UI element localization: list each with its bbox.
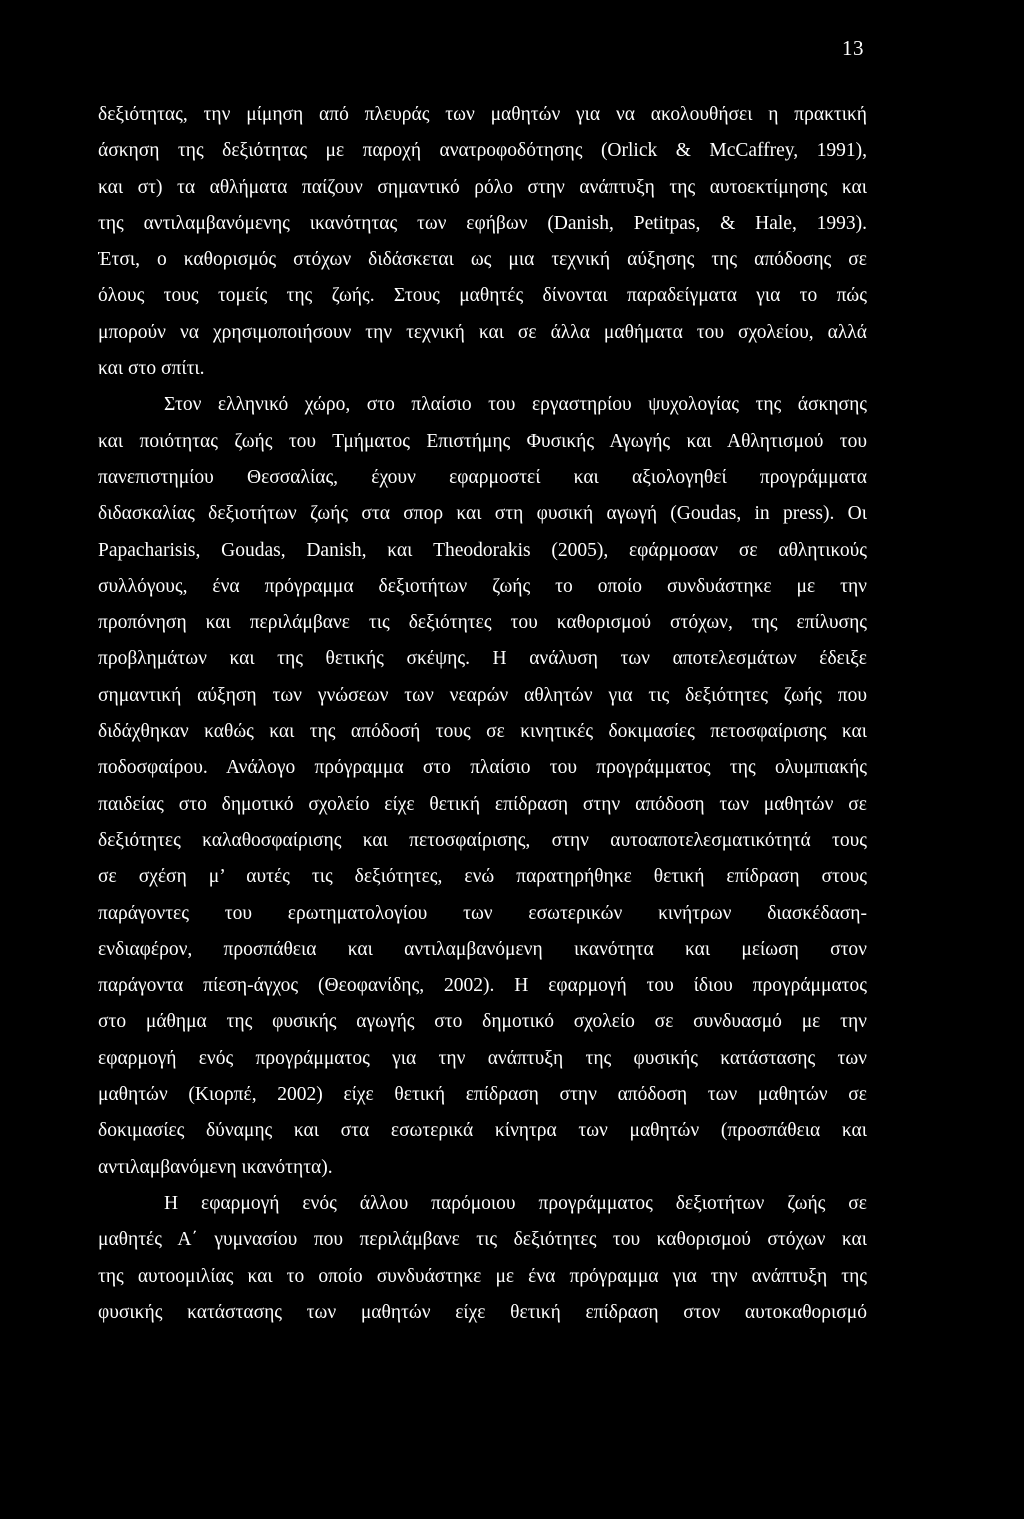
body-text xyxy=(98,97,867,1331)
text-line: πανεπιστημίου Θεσσαλίας, έχουν εφαρμοστεί και αξιολογηθεί προγράμματα xyxy=(98,466,867,488)
text-line: δεξιότητες καλαθοσφαίρισης και πετοσφαίρισης, στην αυτοαποτελεσματικότητά τους xyxy=(98,829,867,851)
text-line: ενδιαφέρον, προσπάθεια και αντιλαμβανόμενη ικανότητα και μείωση στον xyxy=(98,938,867,960)
text-line: ποδοσφαίρου. Ανάλογο πρόγραμμα στο πλαίσιο του προγράμματος της ολυμπιακής xyxy=(98,757,867,779)
text-line: φυσικής κατάστασης των μαθητών είχε θετική επίδραση στον αυτοκαθορισμό xyxy=(98,1301,867,1323)
text-line: Η εφαρμογή ενός άλλου παρόμοιου προγράμματος δεξιοτήτων ζωής σε xyxy=(164,1192,867,1214)
text-line: αντιλαμβανόμενη ικανότητα). xyxy=(98,1156,333,1178)
text-line: μαθητών (Κιορπέ, 2002) είχε θετική επίδραση στην απόδοση των μαθητών σε xyxy=(98,1084,867,1106)
paragraph xyxy=(98,1186,867,1331)
text-line: παράγοντες του ερωτηματολογίου των εσωτερικών κινήτρων διασκέδαση- xyxy=(98,902,867,924)
text-line: και ποιότητας ζωής του Τμήματος Επιστήμης Φυσικής Αγωγής και Αθλητισμού του xyxy=(98,430,867,452)
text-line: Έτσι, ο καθορισμός στόχων διδάσκεται ως μια τεχνική αύξησης της απόδοσης σε xyxy=(98,249,867,271)
text-line: συλλόγους, ένα πρόγραμμα δεξιοτήτων ζωής το οποίο συνδυάστηκε με την xyxy=(98,575,867,597)
text-line: διδασκαλίας δεξιοτήτων ζωής στα σπορ και στη φυσική αγωγή (Goudas, in press). Οι xyxy=(98,503,867,525)
text-line: διδάχθηκαν καθώς και της απόδοσή τους σε κινητικές δοκιμασίες πετοσφαίρισης και xyxy=(98,721,867,743)
text-line: της αυτοομιλίας και το οποίο συνδυάστηκε με ένα πρόγραμμα για την ανάπτυξη της xyxy=(98,1265,867,1287)
page-number: 13 xyxy=(842,36,864,60)
text-line: Στον ελληνικό χώρο, στο πλαίσιο του εργαστηρίου ψυχολογίας της άσκησης xyxy=(164,394,867,416)
paragraph xyxy=(98,387,867,1186)
text-line: της αντιλαμβανόμενης ικανότητας των εφήβων (Danish, Petitpas, & Hale, 1993). xyxy=(98,212,867,234)
paragraph xyxy=(98,97,867,387)
text-line: μαθητές Α΄ γυμνασίου που περιλάμβανε τις δεξιότητες του καθορισμού στόχων και xyxy=(98,1229,867,1251)
text-line: μπορούν να χρησιμοποιήσουν την τεχνική και σε άλλα μαθήματα του σχολείου, αλλά xyxy=(98,321,867,343)
text-line: και στο σπίτι. xyxy=(98,358,205,380)
text-line: σημαντική αύξηση των γνώσεων των νεαρών αθλητών για τις δεξιότητες ζωής που xyxy=(98,684,867,706)
text-line: δοκιμασίες δύναμης και στα εσωτερικά κίνητρα των μαθητών (προσπάθεια και xyxy=(98,1120,867,1142)
text-line: Papacharisis, Goudas, Danish, και Theodorakis (2005), εφάρμοσαν σε αθλητικούς xyxy=(98,539,867,561)
text-line: προπόνηση και περιλάμβανε τις δεξιότητες του καθορισμού στόχων, της επίλυσης xyxy=(98,612,867,634)
text-line: όλους τους τομείς της ζωής. Στους μαθητές δίνονται παραδείγματα για το πώς xyxy=(98,285,867,307)
text-line: παράγοντα πίεση-άγχος (Θεοφανίδης, 2002). Η εφαρμογή του ίδιου προγράμματος xyxy=(98,975,867,997)
text-line: δεξιότητας, την μίμηση από πλευράς των μαθητών για να ακολουθήσει η πρακτική xyxy=(98,104,867,125)
text-line: παιδείας στο δημοτικό σχολείο είχε θετική επίδραση στην απόδοση των μαθητών σε xyxy=(98,793,867,815)
text-line: και στ) τα αθλήματα παίζουν σημαντικό ρόλο στην ανάπτυξη της αυτοεκτίμησης και xyxy=(98,176,867,198)
text-line: προβλημάτων και της θετικής σκέψης. Η ανάλυση των αποτελεσμάτων έδειξε xyxy=(98,648,867,670)
text-line: στο μάθημα της φυσικής αγωγής στο δημοτικό σχολείο σε συνδυασμό με την xyxy=(98,1011,867,1033)
text-line: εφαρμογή ενός προγράμματος για την ανάπτυξη της φυσικής κατάστασης των xyxy=(98,1047,867,1069)
text-line: άσκηση της δεξιότητας με παροχή ανατροφοδότησης (Orlick & McCaffrey, 1991), xyxy=(98,140,867,162)
text-line: σε σχέση μ’ αυτές τις δεξιότητες, ενώ παρατηρήθηκε θετική επίδραση στους xyxy=(98,866,867,888)
